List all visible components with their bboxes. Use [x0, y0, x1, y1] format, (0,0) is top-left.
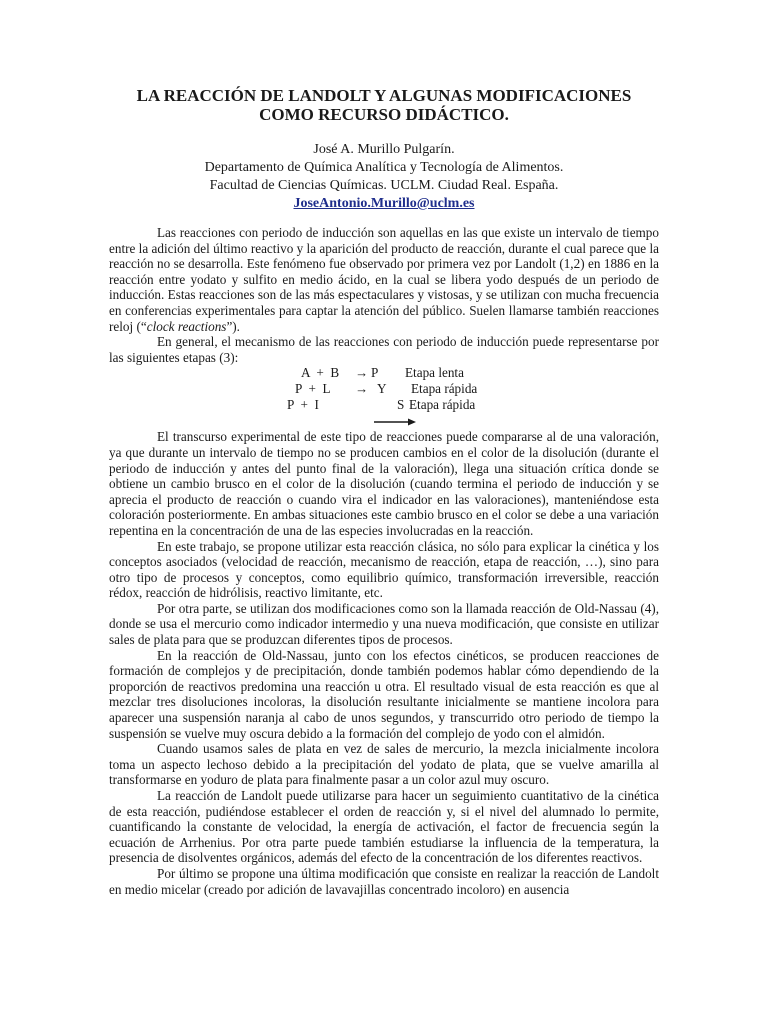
paragraph-7: Cuando usamos sales de plata en vez de sales de mercurio, la mezcla inicialmente incolora toma un aspecto lechoso debido a la precipitación del yodato de plata, que se vuelve amarilla al transformarse en yoduro de plata para finalmente pasar a un color azul muy oscuro.	[109, 741, 659, 788]
paragraph-4: En este trabajo, se propone utilizar esta reacción clásica, no sólo para explicar la cinética y los conceptos asociados (velocidad de reacción, mecanismo de reacción, etapa de reacción, …), sino para otro tipo de procesos y conceptos, como equilibrio químico, transformación irreversible, reacción rédox, reacción de hidrólisis, reactivo limitante, etc.	[109, 538, 659, 601]
equation-reactants: A + B	[301, 365, 340, 381]
paragraph-8: La reacción de Landolt puede utilizarse para hacer un seguimiento cuantitativo de la cinética de esta reacción, pudiéndose establecer el orden de reacción y, si el nivel del alumnado lo permite, cuantificando la constante de velocidad, la energía de activación, el factor de frecuencia según la ecuación de Arrhenius. Por otra parte puede también estudiarse la influencia de la temperatura, la presencia de disolventes orgánicos, además del efecto de la concentración de los diferentes reactivos.	[109, 788, 659, 866]
equation-stage-label: Etapa rápida	[409, 397, 476, 413]
equation-reactants: P + L	[295, 381, 331, 397]
paper-title	[90, 86, 678, 124]
title-line-1: LA REACCIÓN DE LANDOLT Y ALGUNAS MODIFICACIONES	[136, 86, 632, 105]
clock-reactions-term: clock reactions	[146, 318, 227, 334]
paragraph-1-text: Las reacciones con periodo de inducción son aquellas en las que existe un intervalo de tiempo entre la adición del último reactivo y la aparición del producto de reacción, durante el cual parece que la reacción no se desarrolla. Este fenómeno fue observado por primera vez por Landolt (1,2) en 1886 en la reacción entre yodato y sulfito en medio ácido, en la cual se libera yodo después de un periodo de inducción. Estas reacciones son de las más espectaculares y vistosas, y se utilizan con mucha frecuencia en conferencias experimentales para captar la atención del público. Suelen llamarse también reacciones reloj (“	[109, 225, 659, 334]
author-email-link[interactable]: JoseAntonio.Murillo@uclm.es	[293, 196, 475, 211]
equation-product: P	[371, 365, 379, 381]
paragraph-6: En la reacción de Old-Nassau, junto con los efectos cinéticos, se producen reacciones de formación de complejos y de precipitación, donde también podemos hablar cómo dependiendo de la proporción de reactivos predomina una reacción u otra. El resultado visual de esta reacción es que al mezclar tres disoluciones incoloras, la disolución resultante inicialmente se mantiene incolora para aparecer una suspensión naranja al cabo de unos segundos, y transcurrido otro periodo de tiempo la suspensión se vuelve muy oscura debido a la formación del complejo de yodo con el almidón.	[109, 647, 659, 741]
equation-row	[109, 365, 659, 381]
equation-product: Y	[377, 381, 387, 397]
equation-row	[109, 397, 659, 413]
article-body	[109, 225, 659, 897]
equation-stage-label: Etapa lenta	[405, 365, 464, 381]
paragraph-5: Por otra parte, se utilizan dos modificaciones como son la llamada reacción de Old-Nassau (4), donde se usa el mercurio como indicador intermedio y una nueva modificación, que consiste en utilizar sales de plata para que se produzcan diferentes tipos de procesos.	[109, 600, 659, 648]
reaction-arrow-icon: →	[355, 365, 369, 381]
long-arrow-icon	[341, 397, 416, 444]
paragraph-1-end: ”).	[226, 318, 240, 334]
equation-stage-label: Etapa rápida	[411, 381, 478, 397]
paragraph-9: Por último se propone una última modificación que consiste en realizar la reacción de Landolt en medio micelar (creado por adición de lavavajillas concentrado incoloro) en ausencia	[109, 865, 659, 897]
paragraph-1	[109, 225, 659, 334]
paragraph-3: El transcurso experimental de este tipo de reacciones puede compararse al de una valoración, ya que durante un intervalo de tiempo no se producen cambios en el color de la disolución (durante el periodo de inducción y antes del punto final de la valoración), llega una situación crítica donde se obtiene un cambio brusco en el color de la disolución (cuando termina el periodo de inducción y se aprecia el producto de reacción o cuando vira el indicador en las valoraciones), manteniéndose esta coloración posteriormente. En ambas situaciones este cambio brusco en el color se debe a una variación repentina en la concentración de una de las especies involucradas en la reacción.	[109, 429, 659, 538]
author-faculty: Facultad de Ciencias Químicas. UCLM. Ciudad Real. España.	[209, 178, 559, 193]
reaction-arrow-icon: →	[355, 381, 369, 397]
author-name: José A. Murillo Pulgarín.	[313, 142, 455, 157]
long-arrow-svg	[374, 418, 416, 426]
equation-row	[109, 381, 659, 397]
author-block	[90, 141, 678, 213]
title-line-2: COMO RECURSO DIDÁCTICO.	[259, 105, 509, 124]
equation-reactants: P + I	[287, 397, 319, 413]
paragraph-2: En general, el mecanismo de las reacciones con periodo de inducción puede representarse por las siguientes etapas (3):	[109, 334, 659, 365]
equation-product: S	[397, 397, 405, 413]
author-department: Departamento de Química Analítica y Tecnología de Alimentos.	[204, 160, 564, 175]
reaction-mechanism	[109, 365, 659, 413]
